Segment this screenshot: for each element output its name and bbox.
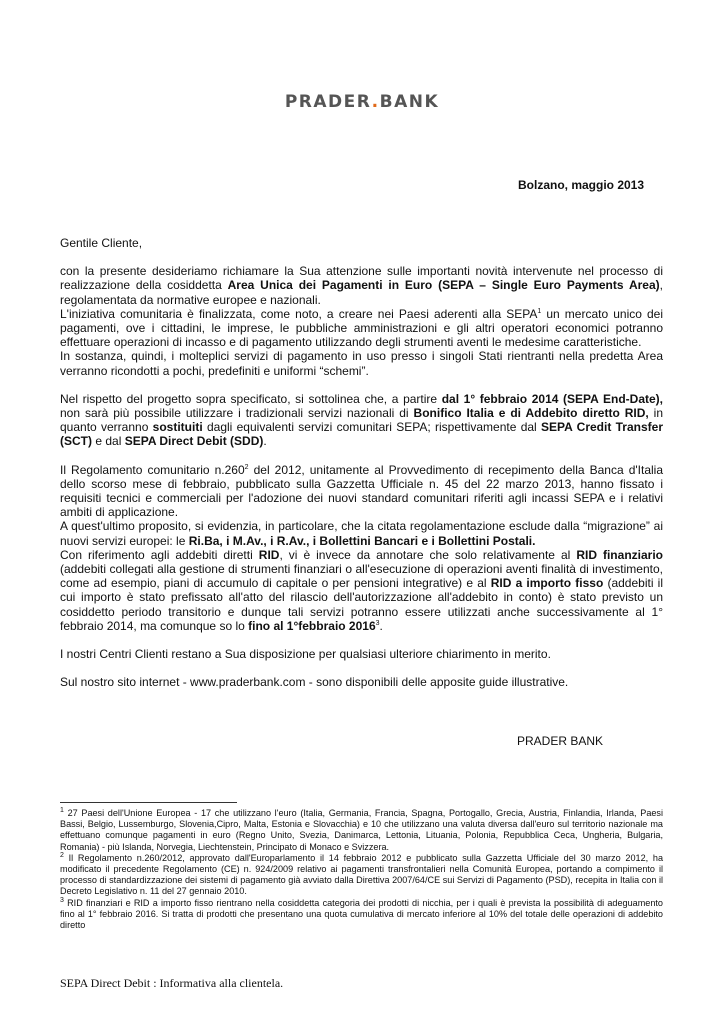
paragraph-contact: I nostri Centri Clienti restano a Sua disposizione per qualsiasi ulteriore chiarimento in merito. (60, 647, 551, 662)
salutation: Gentile Cliente, (60, 236, 143, 250)
text-run-bold: RID (258, 547, 280, 562)
text-run: con la presente desideriamo richiamare la Sua attenzione sulle importanti novità intervenute nel processo di realizzazione della cosiddetta (60, 264, 663, 293)
paragraph-summary: In sostanza, quindi, i molteplici servizi di pagamento in uso presso i singoli Stati rientranti nella predetta Area verranno ricondotti a pochi, predefiniti e uniformi “schemi”. (60, 349, 663, 378)
text-run: in quanto verranno (60, 406, 663, 435)
text-run-bold: RID a importo fisso (490, 576, 604, 591)
text-run-bold: fino al 1°febbraio 2016 (248, 618, 376, 633)
footnote-ref: 3 (375, 619, 380, 627)
text-run-bold: RID finanziario (576, 547, 663, 562)
text-run: dagli equivalenti servizi comunitari SEPA; rispettivamente dal (202, 420, 542, 435)
footnote-divider (60, 802, 237, 803)
text-run-bold: SEPA Credit Transfer (SCT) (60, 420, 663, 449)
text-run: . (379, 618, 383, 633)
text-run: un mercato unico dei pagamenti, ove i cittadini, le imprese, le pubbliche amministrazioni e gli altri operatori economici potranno effettuare operazioni di incasso e di pagamento utilizzando degli strumenti aventi le medesime caratteristiche. (60, 306, 664, 350)
footnote-number: 2 (60, 851, 64, 859)
footnote-ref: 1 (537, 307, 542, 315)
text-run-bold: Bonifico Italia e di Addebito diretto RID, (413, 406, 649, 421)
paragraph-initiative (60, 307, 663, 350)
footnotes (60, 808, 663, 931)
text-run: (addebiti collegati alla gestione di strumenti finanziari o all'esecuzione di operazioni aventi finalità di investimento, come ad esempio, piani di accumulo di capitale o per pensioni integrative) e al (60, 562, 663, 591)
text-run-bold: SEPA Direct Debit (SDD) (124, 434, 264, 449)
text-run: , vi è invece da annotare che solo relativamente al (279, 547, 577, 562)
dateline: Bolzano, maggio 2013 (518, 178, 645, 192)
paragraph-rid (60, 548, 663, 633)
page-footer: SEPA Direct Debit : Informativa alla clientela. (60, 976, 284, 990)
text-run: del 2012, unitamente al Provvedimento di recepimento della Banca d'Italia dello scorso mese di febbraio, pubblicato sulla Gazzetta Ufficiale n. 45 del 22 marzo 2013, hanno fissato i requisiti tecnici e commerciali per l'adozione dei nuovi standard comunitari riferiti agli incassi SEPA e i relativi ambiti di applicazione. (60, 462, 664, 520)
paragraph-regulation (60, 463, 663, 520)
footnote-2 (60, 853, 663, 898)
text-run-bold: Ri.Ba, i M.Av., i R.Av., i Bollettini Bancari e i Bollettini Postali. (188, 533, 536, 548)
text-run: Nel rispetto del progetto sopra specificato, si sottolinea che, a partire (60, 391, 442, 406)
paragraph-website: Sul nostro sito internet - www.praderbank.com - sono disponibili delle apposite guide illustrative. (60, 675, 569, 690)
footnote-text: RID finanziari e RID a importo fisso rientrano nella cosiddetta categoria dei prodotti di nicchia, per i quali è prevista la possibilità di adeguamento fino al 1° febbraio 2016. Si tratta di prodotti che presentano una quota cumulativa di mercato inferiore al 10% del totale delle operazioni di addebito diretto (60, 897, 663, 931)
text-run: . (263, 434, 267, 449)
paragraph-exclusions (60, 519, 663, 547)
letter-body (60, 236, 663, 689)
footnote-3 (60, 898, 663, 932)
text-run: Con riferimento agli addebiti diretti (60, 547, 259, 562)
paragraph-intro (60, 264, 663, 307)
text-run-bold: dal 1° febbraio 2014 (SEPA End-Date), (441, 391, 663, 406)
text-run-bold: Area Unica dei Pagamenti in Euro (SEPA – Single Euro Payments Area) (227, 278, 660, 293)
text-run: , regolamentata da normative europee e nazionali. (60, 278, 663, 307)
text-run: e dal (92, 434, 125, 449)
logo-text-right: BANK (379, 92, 440, 112)
text-run: A quest'ultimo proposito, si evidenzia, in particolare, che la citata regolamentazione esclude dalla “migrazione” ai nuovi servizi europei: le (60, 519, 663, 548)
footnote-number: 1 (60, 806, 64, 814)
footnote-text: 27 Paesi dell'Unione Europea - 17 che utilizzano l'euro (Italia, Germania, Francia, Spagna, Portogallo, Grecia, Austria, Finlandia, Irlanda, Paesi Bassi, Belgio, Lussemburgo, Slovenia,Cipro, Malta, Estonia e Slovacchia) e 10 che utilizzano una valuta diversa dall'euro sul territorio nazionale ma effettuano comunque pagamenti in euro (Regno Unito, Svezia, Danimarca, Lettonia, Lituania, Polonia, Repubblica Ceca, Ungheria, Bulgaria, Romania) - più Islanda, Norvegia, Liechtenstein, Principato di Monaco e Svizzera. (60, 808, 663, 852)
footnote-text: Il Regolamento n.260/2012, approvato dall'Europarlamento il 14 febbraio 2012 e pubblicato sulla Gazzetta Ufficiale del 30 marzo 2012, ha modificato il precedente Regolamento (CE) n. 924/2009 relativo ai pagamenti transfrontalieri nella Comunità Europea, portando a compimento il processo di standardizzazione dei sistemi di pagamento già avviato dalla Direttiva 2007/64/CE sui Servizi di Pagamento (PSD), recepita in Italia con il Decreto Legislativo n. 11 del 27 gennaio 2010. (60, 852, 663, 897)
text-run: (addebiti il cui importo è stato prefissato all'atto del rilascio dell'autorizzazione all'addebito in conto) è stato previsto un cosiddetto periodo transitorio e dunque tali servizi potranno essere utilizzati anche successivamente al 1° febbraio 2014, ma comunque so lo (60, 576, 664, 633)
footnote-ref: 2 (244, 463, 249, 471)
prader-bank-logo (0, 92, 724, 112)
text-run: non sarà più possibile utilizzare i tradizionali servizi nazionali di (60, 406, 414, 421)
text-run: Il Regolamento comunitario n.260 (60, 462, 245, 477)
footnote-1 (60, 808, 663, 853)
logo-text-left: PRADER (284, 92, 372, 112)
signature: PRADER BANK (517, 734, 604, 748)
paragraph-end-date (60, 392, 663, 449)
text-run: L'iniziativa comunitaria è finalizzata, come noto, a creare nei Paesi aderenti alla SEPA (60, 306, 538, 321)
footnote-number: 3 (60, 896, 64, 904)
text-run-bold: sostituiti (152, 420, 203, 435)
logo-dot: . (371, 92, 380, 112)
